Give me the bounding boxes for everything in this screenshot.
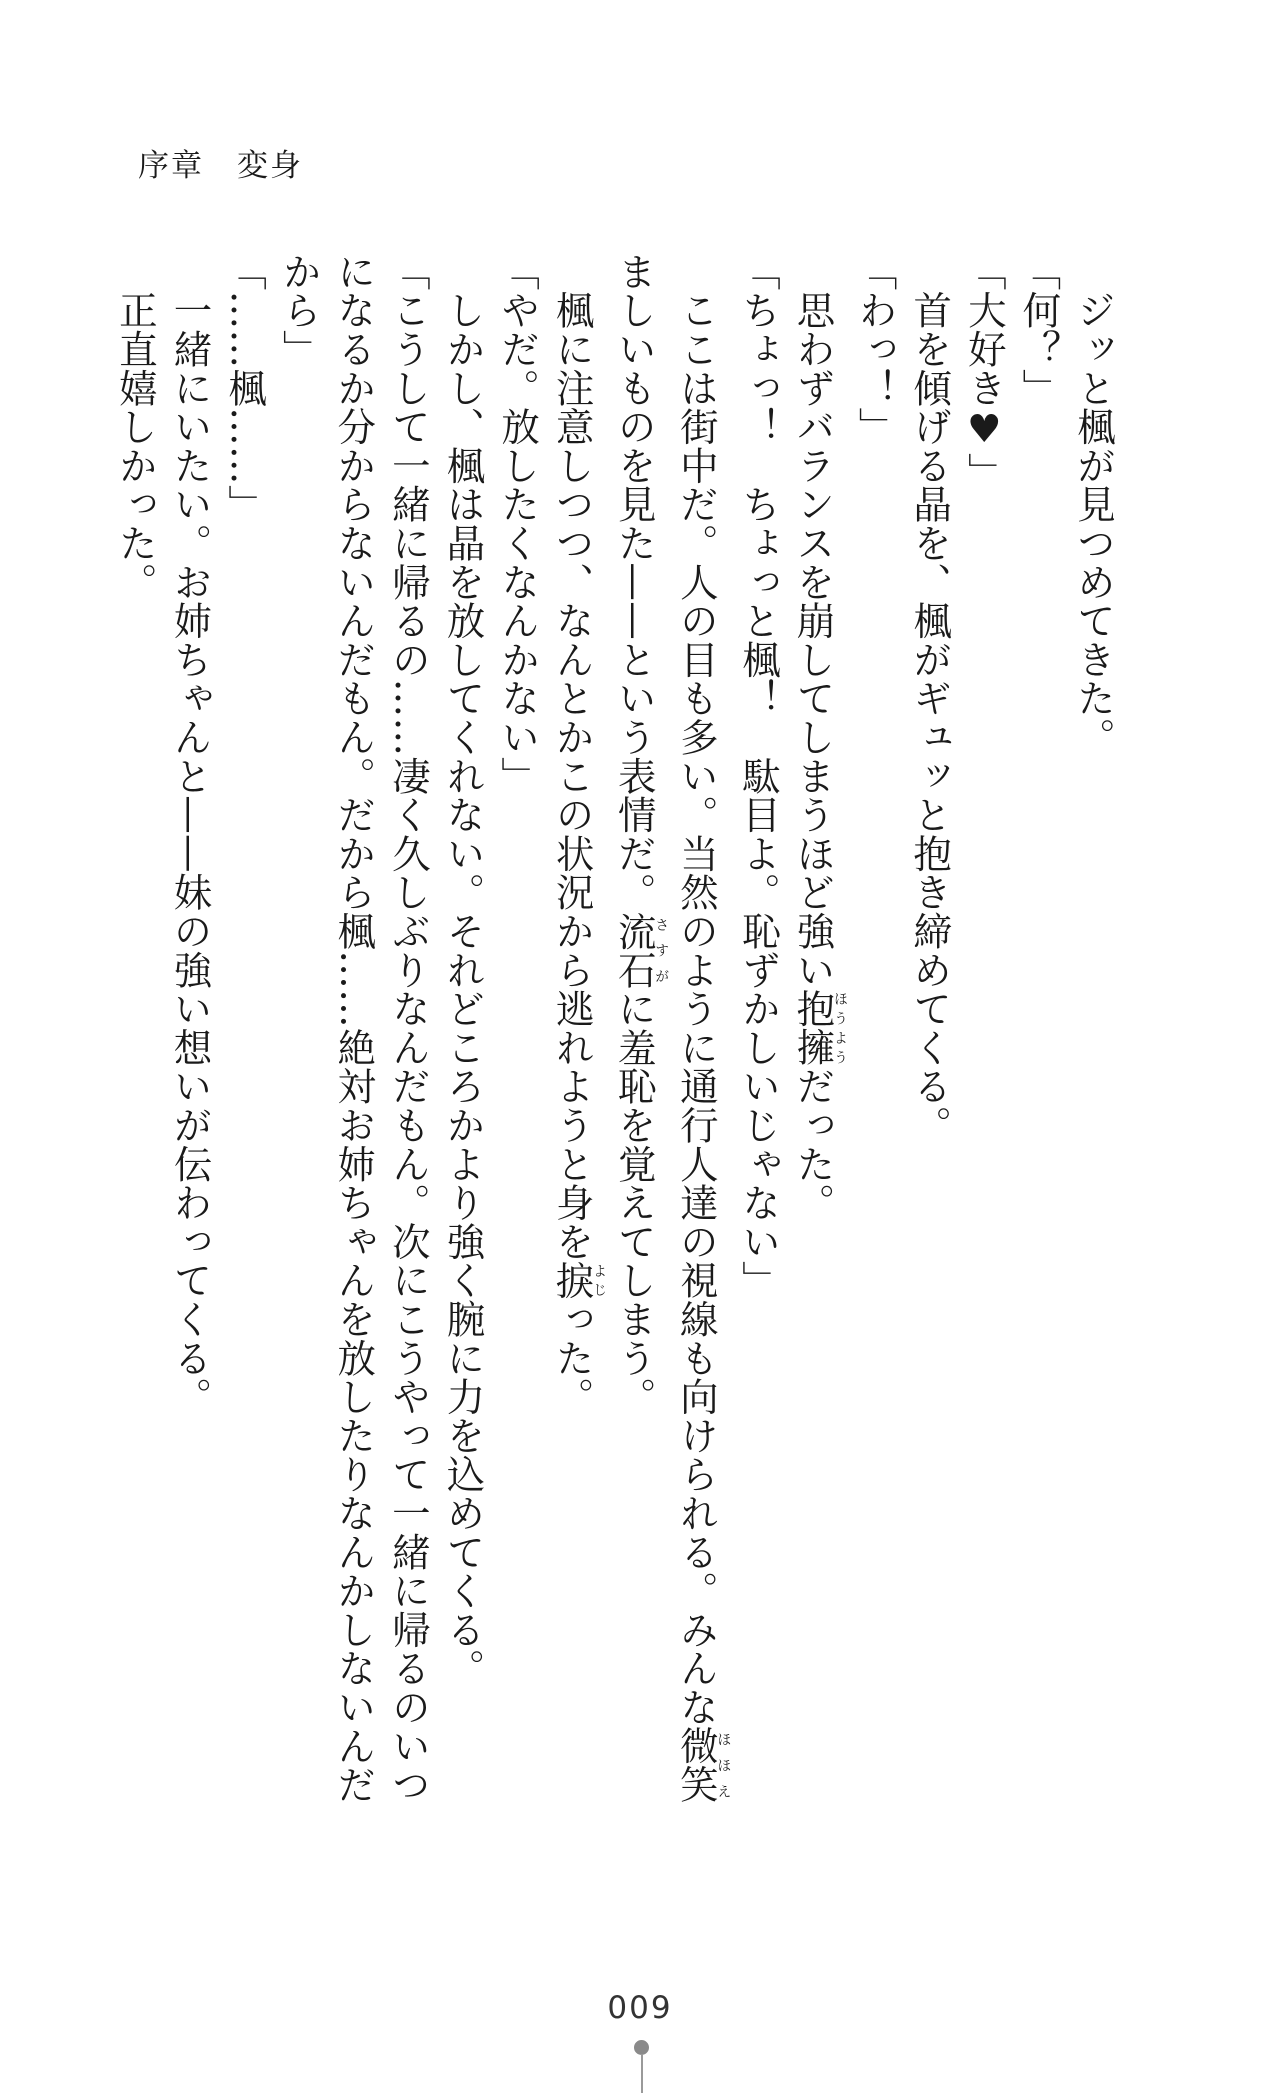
text-line: ジッと楓が見つめてきた。 [1071, 252, 1116, 757]
page-number: 009 [607, 1990, 673, 2026]
ruby-base: 捩 [549, 1260, 595, 1300]
ruby-annotation [673, 1726, 732, 1805]
text-line [606, 252, 668, 1712]
ruby-base: 微笑 [673, 1726, 719, 1805]
text-line: になるか分からないんだもん。だから楓……絶対お姉ちゃんを放したりなんかしないんだ [331, 252, 377, 1804]
text-line [668, 252, 732, 1805]
text-line: 「わっ！」 [852, 252, 898, 446]
text-segment: ましいものを見た——という表情だ。 [611, 252, 657, 912]
text-line: から」 [276, 252, 322, 369]
text-line: 「大好き♥」 [961, 252, 1007, 492]
text-line: 首を傾げる晶を、楓がギュッと抱き締めてくる。 [907, 252, 953, 1145]
text-line: 「……楓……」 [222, 252, 268, 524]
page-marker-line [641, 2054, 643, 2093]
ruby-text: さすが [653, 911, 670, 990]
text-segment: った。 [549, 1299, 595, 1417]
text-segment: に羞恥を覚えてしまう。 [611, 989, 657, 1417]
text-line: 「やだ。放したくなんかない」 [495, 252, 541, 796]
ruby-base: 抱擁 [790, 989, 836, 1067]
ruby-text: よじ [591, 1260, 608, 1300]
text-segment: だった。 [790, 1066, 836, 1223]
text-line: 「ちょっ！ ちょっと楓！ 駄目よ。恥ずかしいじゃない」 [735, 252, 781, 1300]
running-head: 序章 変身 [138, 148, 303, 184]
text-segment: 楓に注意しつつ、なんとかこの状況から逃れようと身を [549, 252, 595, 1261]
ruby-base: 流石 [611, 911, 657, 990]
ruby-text: ほほえ [715, 1726, 732, 1804]
ruby-annotation [611, 911, 670, 990]
text-line: 「こうして一緒に帰るの……凄く久しぶりなんだもん。次にこうやって一緒に帰るのいつ [385, 252, 431, 1804]
text-line: 一緒にいたい。お姉ちゃんと——妹の強い想いが伝わってくる。 [167, 252, 213, 1416]
text-line: 「何？」 [1016, 252, 1062, 408]
ruby-annotation [549, 1260, 608, 1300]
vertical-text-block [107, 252, 1120, 1805]
text-line [785, 252, 847, 1712]
text-line [544, 252, 606, 1712]
text-segment: 思わずバランスを崩してしまうほど強い [790, 252, 836, 990]
text-line: 正直嬉しかった。 [112, 252, 158, 602]
text-segment: ここは街中だ。人の目も多い。当然のように通行人達の視線も向けられる。みんな [673, 252, 719, 1727]
ruby-text: ほうよう [832, 989, 849, 1067]
page-marker-dot [634, 2040, 649, 2055]
text-line: しかし、楓は晶を放してくれない。それどころかより強く腕に力を込めてくる。 [440, 252, 486, 1688]
ruby-annotation [790, 989, 849, 1067]
